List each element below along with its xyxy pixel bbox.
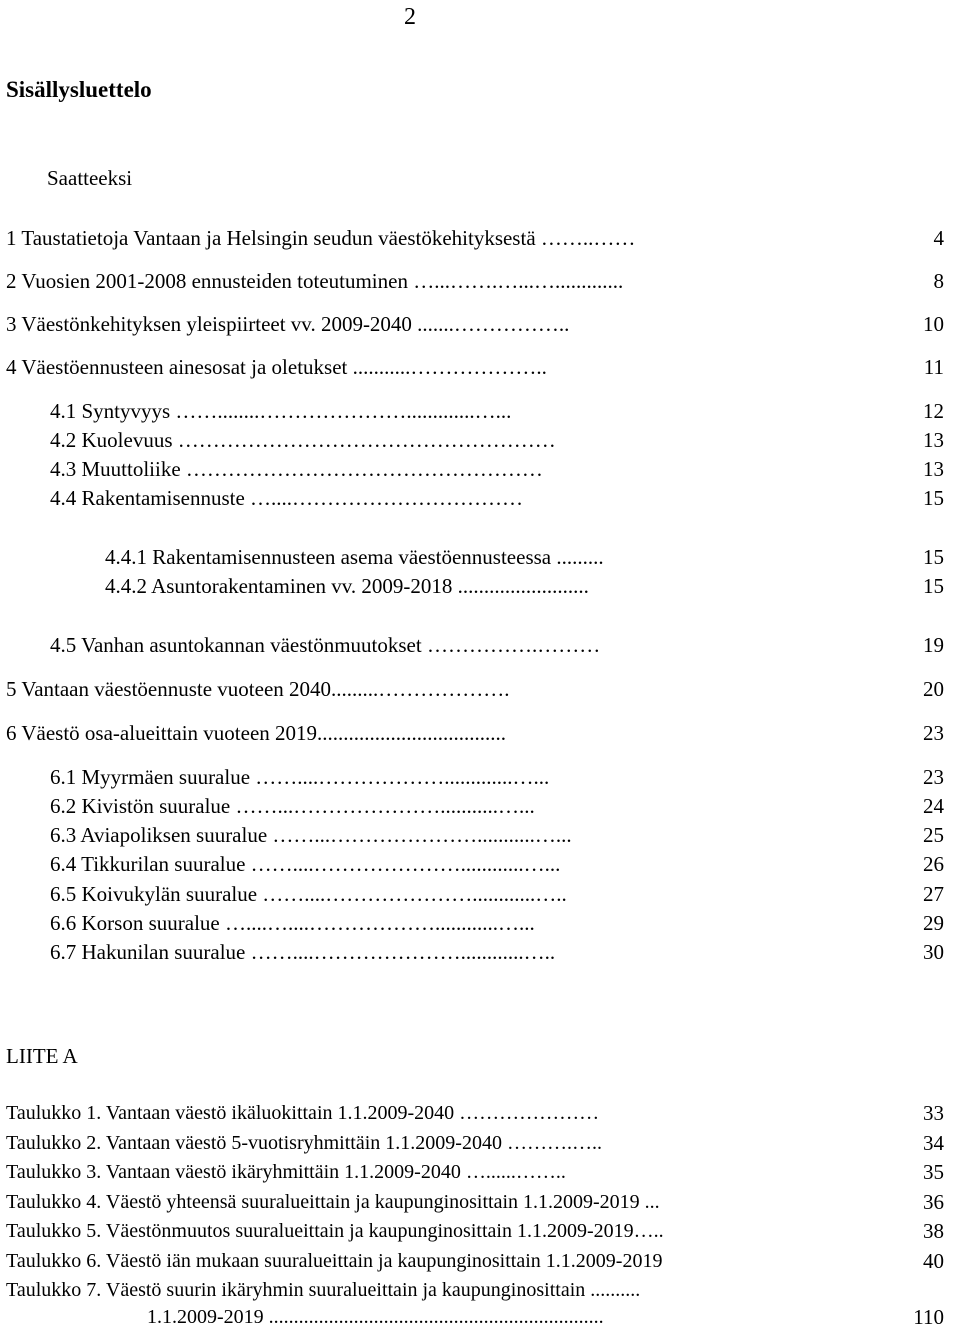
table-page: 36 [923,1190,944,1214]
toc-page: 8 [933,269,944,293]
toc-page: 27 [923,882,944,906]
toc-entry[interactable]: 4.3 Muuttoliike …………………………………………… [50,457,543,481]
toc-page: 4 [933,226,944,250]
toc-entry[interactable]: 4.1 Syntyvyys ……........………………….............…... [50,399,512,423]
toc-entry[interactable]: 4.4.1 Rakentamisennusteen asema väestöennusteessa ......... [105,545,604,569]
toc-entry[interactable]: 3 Väestönkehityksen yleispiirteet vv. 2009-2040 .......…………….. [6,312,570,336]
toc-page: 25 [923,823,944,847]
toc-page: 23 [923,721,944,745]
toc-page: 19 [923,633,944,657]
table-entry[interactable]: Taulukko 1. Vantaan väestö ikäluokittain 1.1.2009-2040 ………………… [6,1102,600,1124]
toc-entry[interactable]: 1 Taustatietoja Vantaan ja Helsingin seudun väestökehityksestä ……..…… [6,226,636,250]
toc-page: 20 [923,677,944,701]
toc-entry[interactable]: 4.5 Vanhan asuntokannan väestönmuutokset …………….……… [50,633,601,657]
toc-page: 15 [923,574,944,598]
toc-page: 13 [923,428,944,452]
table-page: 35 [923,1160,944,1184]
table-page: 33 [923,1101,944,1125]
toc-page: 15 [923,545,944,569]
toc-entry[interactable]: 2 Vuosien 2001-2008 ennusteiden toteutuminen …...…….…...…............. [6,269,624,293]
toc-entry[interactable]: 6.5 Koivukylän suuralue ……....…………………............….. [50,882,567,906]
toc-page: 15 [923,486,944,510]
toc-entry[interactable]: 5 Vantaan väestöennuste vuoteen 2040.........………………. [6,677,510,701]
toc-entry[interactable]: 6.3 Aviapoliksen suuralue ……...…………………...........…... [50,823,572,847]
table-entry[interactable]: Taulukko 4. Väestö yhteensä suuralueittain ja kaupunginosittain 1.1.2009-2019 ... [6,1191,660,1213]
table-entry[interactable]: Taulukko 5. Väestönmuutos suuralueittain ja kaupunginosittain 1.1.2009-2019….. [6,1220,664,1242]
page-number: 2 [404,4,416,30]
toc-entry[interactable]: 4.4.2 Asuntorakentaminen vv. 2009-2018 ......................... [105,574,589,598]
table-entry[interactable]: Taulukko 7. Väestö suurin ikäryhmin suuralueittain ja kaupunginosittain .......... [6,1279,641,1301]
toc-entry[interactable]: 6 Väestö osa-alueittain vuoteen 2019.................................... [6,721,507,745]
table-page: 40 [923,1249,944,1273]
toc-page: 24 [923,794,944,818]
table-entry[interactable]: Taulukko 2. Vantaan väestö 5-vuotisryhmittäin 1.1.2009-2040 ……….….. [6,1132,602,1154]
toc-entry[interactable]: 6.7 Hakunilan suuralue ……....…………………............….. [50,940,556,964]
toc-entry[interactable]: 6.2 Kivistön suuralue ……...…………………...........…... [50,794,535,818]
toc-page: 30 [923,940,944,964]
toc-page: 10 [923,312,944,336]
toc-entry[interactable]: 6.6 Korson suuralue …....…....………………............…... [50,911,535,935]
toc-entry[interactable]: 4 Väestöennusteen ainesosat ja oletukset ...........……………….. [6,355,547,379]
table-page: 34 [923,1131,944,1155]
toc-page: 29 [923,911,944,935]
toc-page: 13 [923,457,944,481]
page-title: Sisällysluettelo [6,77,152,102]
toc-page: 26 [923,852,944,876]
toc-entry[interactable]: 4.4 Rakentamisennuste …....…………………………… [50,486,524,510]
table-page: 110 [913,1305,944,1329]
toc-entry[interactable]: 6.4 Tikkurilan suuralue ……....…………………............…... [50,852,561,876]
table-entry[interactable]: Taulukko 6. Väestö iän mukaan suuralueittain ja kaupunginosittain 1.1.2009-2019 [6,1250,663,1272]
annex-title: LIITE A [6,1044,78,1068]
table-entry-continuation[interactable]: 1.1.2009-2019 ................................................................... [147,1306,604,1328]
toc-page: 11 [923,355,944,379]
toc-page: 23 [923,765,944,789]
toc-page: 12 [923,399,944,423]
toc-entry[interactable]: 6.1 Myyrmäen suuralue ……....……………….............…... [50,765,550,789]
toc-entry[interactable]: 4.2 Kuolevuus ……………………………………………… [50,428,556,452]
toc-preface: Saatteeksi [47,166,133,190]
table-page: 38 [923,1219,944,1243]
table-entry[interactable]: Taulukko 3. Vantaan väestö ikäryhmittäin 1.1.2009-2040 …......…….. [6,1161,566,1183]
